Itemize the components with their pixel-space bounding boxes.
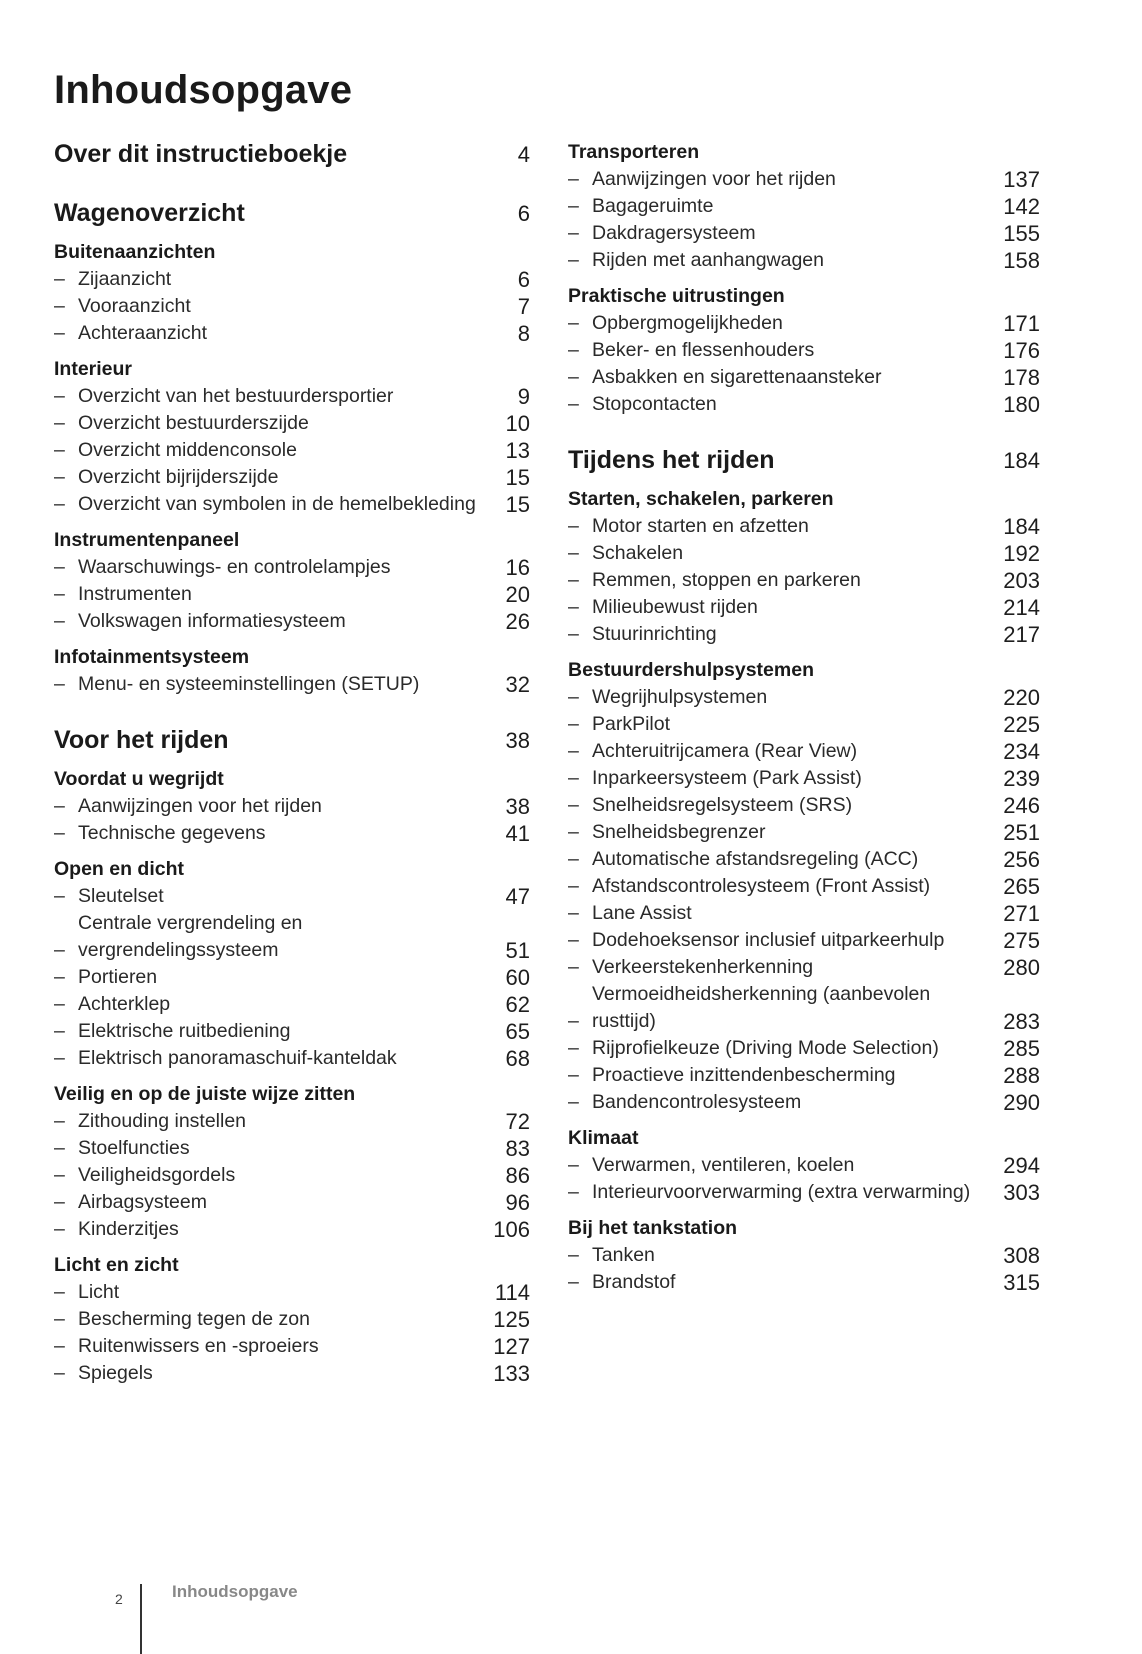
toc-entry[interactable] [568, 981, 1040, 1035]
toc-entry[interactable] [54, 1045, 530, 1072]
dash-bullet: – [54, 412, 65, 434]
toc-section-heading: Instrumentenpaneel [54, 529, 240, 551]
entry-page-number: 178 [1003, 365, 1040, 390]
chapter-page-number: 38 [505, 728, 530, 753]
entry-title: Centrale vergrendeling en vergrendelingssysteem [78, 912, 303, 961]
entry-title: Brandstof [592, 1271, 676, 1293]
dash-bullet: – [568, 312, 579, 334]
toc-entry[interactable] [54, 793, 530, 820]
entry-page-number: 192 [1003, 541, 1040, 566]
toc-entry[interactable] [54, 554, 530, 581]
entry-title: Elektrisch panoramaschuif-kanteldak [78, 1047, 397, 1069]
toc-entry[interactable] [568, 792, 1040, 819]
dash-bullet: – [568, 596, 579, 618]
entry-page-number: 65 [505, 1019, 530, 1044]
entry-page-number: 275 [1003, 928, 1040, 953]
toc-section-heading: Open en dicht [54, 858, 185, 880]
dash-bullet: – [568, 1064, 579, 1086]
toc-entry[interactable] [54, 410, 530, 437]
toc-entry[interactable] [568, 220, 1040, 247]
entry-page-number: 280 [1003, 955, 1040, 980]
dash-bullet: – [568, 1037, 579, 1059]
entry-title: Tanken [592, 1244, 655, 1266]
entry-page-number: 294 [1003, 1153, 1040, 1178]
footer-page-number: 2 [115, 1591, 123, 1607]
entry-title: Inparkeersysteem (Park Assist) [592, 767, 862, 789]
toc-entry[interactable] [568, 684, 1040, 711]
toc-entry[interactable] [568, 1242, 1040, 1269]
entry-title: Motor starten en afzetten [592, 515, 809, 537]
toc-entry[interactable] [568, 711, 1040, 738]
entry-title: Rijden met aanhangwagen [592, 249, 825, 271]
entry-title: Aanwijzingen voor het rijden [78, 795, 322, 817]
entry-page-number: 15 [505, 465, 530, 490]
entry-title: Milieubewust rijden [592, 596, 758, 618]
entry-title: Rijprofielkeuze (Driving Mode Selection) [592, 1037, 939, 1059]
entry-title: Achteraanzicht [78, 322, 207, 344]
entry-page-number: 38 [505, 794, 530, 819]
entry-title: Schakelen [592, 542, 684, 564]
entry-title: Zithouding instellen [78, 1110, 247, 1132]
toc-entry[interactable] [54, 1216, 530, 1243]
entry-page-number: 60 [505, 965, 530, 990]
entry-title: Veiligheidsgordels [78, 1164, 236, 1186]
toc-entry[interactable] [568, 765, 1040, 792]
entry-title: Vermoeidheidsherkenning (aanbevolen rusttijd) [592, 983, 931, 1032]
entry-title: Dodehoeksensor inclusief uitparkeerhulp [592, 929, 945, 951]
footer-section-label: Inhoudsopgave [172, 1582, 298, 1601]
toc-entry[interactable] [568, 846, 1040, 873]
toc-entry[interactable] [568, 193, 1040, 220]
dash-bullet: – [54, 885, 65, 907]
entry-page-number: 158 [1003, 248, 1040, 273]
toc-entry[interactable] [568, 1089, 1040, 1116]
toc-section-heading: Veilig en op de juiste wijze zitten [54, 1083, 356, 1105]
entry-page-number: 225 [1003, 712, 1040, 737]
entry-title: Automatische afstandsregeling (ACC) [592, 848, 919, 870]
toc-entry[interactable] [54, 964, 530, 991]
entry-page-number: 315 [1003, 1270, 1040, 1295]
dash-bullet: – [54, 439, 65, 461]
toc-entry[interactable] [568, 310, 1040, 337]
entry-page-number: 234 [1003, 739, 1040, 764]
toc-entry[interactable] [54, 883, 530, 910]
entry-title: Portieren [78, 966, 158, 988]
dash-bullet: – [54, 1362, 65, 1384]
dash-bullet: – [568, 956, 579, 978]
toc-entry[interactable] [54, 608, 530, 635]
entry-title: Overzicht van symbolen in de hemelbekleding [78, 493, 476, 515]
dash-bullet: – [568, 222, 579, 244]
entry-page-number: 20 [505, 582, 530, 607]
footer-divider [140, 1584, 142, 1654]
toc-entry[interactable] [54, 1279, 530, 1306]
entry-page-number: 283 [1003, 1009, 1040, 1034]
dash-bullet: – [54, 1281, 65, 1303]
entry-title: Sleutelset [78, 885, 164, 907]
entry-page-number: 15 [505, 492, 530, 517]
toc-entry[interactable] [568, 247, 1040, 274]
entry-title: Stuurinrichting [592, 623, 717, 645]
entry-title: Beker- en flessenhouders [592, 339, 815, 361]
entry-title: Stoelfuncties [78, 1137, 190, 1159]
toc-chapter[interactable] [54, 724, 530, 757]
entry-page-number: 290 [1003, 1090, 1040, 1115]
dash-bullet: – [568, 767, 579, 789]
entry-title: Ruitenwissers en -sproeiers [78, 1335, 319, 1357]
entry-title: Kinderzitjes [78, 1218, 179, 1240]
dash-bullet: – [568, 1154, 579, 1176]
dash-bullet: – [54, 1191, 65, 1213]
entry-page-number: 16 [505, 555, 530, 580]
entry-page-number: 184 [1003, 514, 1040, 539]
toc-section-heading: Buitenaanzichten [54, 241, 216, 263]
entry-title: Afstandscontrolesysteem (Front Assist) [592, 875, 931, 897]
toc-entry[interactable] [54, 671, 530, 698]
entry-page-number: 217 [1003, 622, 1040, 647]
toc-left-column [54, 138, 530, 1387]
toc-entry[interactable] [568, 1269, 1040, 1296]
entry-page-number: 86 [505, 1163, 530, 1188]
dash-bullet: – [568, 168, 579, 190]
toc-entry[interactable] [568, 391, 1040, 418]
toc-entry[interactable] [568, 567, 1040, 594]
dash-bullet: – [568, 740, 579, 762]
entry-page-number: 246 [1003, 793, 1040, 818]
toc-entry[interactable] [568, 594, 1040, 621]
chapter-title: Over dit instructieboekje [54, 140, 348, 168]
entry-page-number: 83 [505, 1136, 530, 1161]
entry-title: Menu- en systeeminstellingen (SETUP) [78, 673, 420, 695]
entry-page-number: 180 [1003, 392, 1040, 417]
entry-page-number: 106 [493, 1217, 530, 1242]
toc-entry[interactable] [54, 910, 530, 964]
toc-entry[interactable] [568, 364, 1040, 391]
dash-bullet: – [54, 1164, 65, 1186]
toc-entry[interactable] [568, 166, 1040, 193]
entry-page-number: 308 [1003, 1243, 1040, 1268]
entry-title: Achterklep [78, 993, 171, 1015]
toc-section-heading: Voordat u wegrijdt [54, 768, 224, 790]
entry-title: Waarschuwings- en controlelampjes [78, 556, 391, 578]
toc-section-heading: Infotainmentsysteem [54, 646, 250, 668]
toc-entry[interactable] [568, 738, 1040, 765]
dash-bullet: – [568, 195, 579, 217]
entry-title: Aanwijzingen voor het rijden [592, 168, 836, 190]
toc-entry[interactable] [54, 1108, 530, 1135]
toc-entry[interactable] [568, 927, 1040, 954]
entry-title: Remmen, stoppen en parkeren [592, 569, 861, 591]
entry-page-number: 47 [505, 884, 530, 909]
dash-bullet: – [568, 686, 579, 708]
toc-entry[interactable] [54, 1333, 530, 1360]
entry-page-number: 137 [1003, 167, 1040, 192]
toc-entry[interactable] [568, 1035, 1040, 1062]
entry-page-number: 288 [1003, 1063, 1040, 1088]
entry-title: Snelheidsbegrenzer [592, 821, 766, 843]
dash-bullet: – [568, 1271, 579, 1293]
dash-bullet: – [54, 1110, 65, 1132]
entry-title: Spiegels [78, 1362, 153, 1384]
chapter-page-number: 6 [517, 201, 530, 226]
entry-page-number: 9 [517, 384, 530, 409]
dash-bullet: – [54, 1335, 65, 1357]
toc-section-heading: Licht en zicht [54, 1254, 179, 1276]
dash-bullet: – [568, 339, 579, 361]
dash-bullet: – [54, 268, 65, 290]
toc-entry[interactable] [54, 266, 530, 293]
entry-page-number: 251 [1003, 820, 1040, 845]
chapter-title: Voor het rijden [54, 726, 229, 754]
toc-entry[interactable] [568, 513, 1040, 540]
toc-section-heading: Klimaat [568, 1127, 639, 1149]
toc-entry[interactable] [54, 1306, 530, 1333]
dash-bullet: – [54, 966, 65, 988]
entry-title: ParkPilot [592, 713, 671, 735]
entry-title: Overzicht van het bestuurdersportier [78, 385, 394, 407]
dash-bullet: – [568, 929, 579, 951]
page-title: Inhoudsopgave [54, 68, 353, 112]
entry-title: Interieurvoorverwarming (extra verwarming) [592, 1181, 971, 1203]
toc-entry[interactable] [54, 293, 530, 320]
entry-page-number: 176 [1003, 338, 1040, 363]
dash-bullet: – [54, 1308, 65, 1330]
entry-page-number: 239 [1003, 766, 1040, 791]
toc-entry[interactable] [54, 581, 530, 608]
dash-bullet: – [568, 1010, 579, 1032]
toc-section-heading: Interieur [54, 358, 133, 380]
entry-page-number: 62 [505, 992, 530, 1017]
dash-bullet: – [54, 939, 65, 961]
dash-bullet: – [54, 295, 65, 317]
entry-page-number: 6 [517, 267, 530, 292]
entry-page-number: 256 [1003, 847, 1040, 872]
toc-chapter[interactable] [568, 444, 1040, 477]
entry-title: Overzicht middenconsole [78, 439, 297, 461]
dash-bullet: – [54, 466, 65, 488]
entry-page-number: 7 [517, 294, 530, 319]
entry-title: Opbergmogelijkheden [592, 312, 783, 334]
toc-entry[interactable] [54, 1135, 530, 1162]
entry-page-number: 203 [1003, 568, 1040, 593]
toc-entry[interactable] [568, 621, 1040, 648]
entry-page-number: 127 [493, 1334, 530, 1359]
toc-entry[interactable] [568, 819, 1040, 846]
entry-title: Overzicht bestuurderszijde [78, 412, 309, 434]
entry-title: Licht [78, 1281, 120, 1303]
entry-title: Verkeerstekenherkenning [592, 956, 814, 978]
chapter-title: Wagenoverzicht [54, 199, 245, 227]
dash-bullet: – [568, 542, 579, 564]
chapter-page-number: 4 [517, 142, 530, 167]
entry-title: Volkswagen informatiesysteem [78, 610, 346, 632]
dash-bullet: – [54, 795, 65, 817]
entry-page-number: 265 [1003, 874, 1040, 899]
chapter-page-number: 184 [1003, 448, 1040, 473]
entry-page-number: 285 [1003, 1036, 1040, 1061]
entry-title: Achteruitrijcamera (Rear View) [592, 740, 858, 762]
toc-entry[interactable] [568, 873, 1040, 900]
toc-section-heading: Praktische uitrustingen [568, 285, 785, 307]
chapter-title: Tijdens het rijden [568, 446, 775, 474]
entry-page-number: 32 [505, 672, 530, 697]
dash-bullet: – [54, 822, 65, 844]
dash-bullet: – [54, 322, 65, 344]
entry-title: Instrumenten [78, 583, 192, 605]
dash-bullet: – [568, 848, 579, 870]
entry-title: Bandencontrolesysteem [592, 1091, 802, 1113]
entry-title: Verwarmen, ventileren, koelen [592, 1154, 855, 1176]
toc-entry[interactable] [54, 437, 530, 464]
entry-title: Zijaanzicht [78, 268, 172, 290]
entry-page-number: 114 [494, 1280, 530, 1305]
dash-bullet: – [568, 821, 579, 843]
entry-title: Overzicht bijrijderszijde [78, 466, 279, 488]
dash-bullet: – [568, 713, 579, 735]
entry-page-number: 10 [505, 411, 530, 436]
toc-entry[interactable] [568, 1179, 1040, 1206]
dash-bullet: – [568, 515, 579, 537]
toc-right-column [568, 138, 1040, 1296]
entry-page-number: 72 [505, 1109, 530, 1134]
entry-page-number: 68 [505, 1046, 530, 1071]
toc-section-heading: Bestuurdershulpsystemen [568, 659, 814, 681]
entry-page-number: 125 [493, 1307, 530, 1332]
entry-title: Snelheidsregelsysteem (SRS) [592, 794, 853, 816]
dash-bullet: – [568, 623, 579, 645]
dash-bullet: – [54, 493, 65, 515]
dash-bullet: – [568, 1091, 579, 1113]
toc-chapter[interactable] [54, 197, 530, 230]
toc-section-heading: Transporteren [568, 141, 700, 163]
toc-entry[interactable] [568, 1152, 1040, 1179]
entry-title: Proactieve inzittendenbescherming [592, 1064, 896, 1086]
toc-entry[interactable] [54, 820, 530, 847]
toc-entry[interactable] [568, 540, 1040, 567]
entry-page-number: 155 [1003, 221, 1040, 246]
dash-bullet: – [568, 569, 579, 591]
entry-page-number: 214 [1003, 595, 1040, 620]
dash-bullet: – [54, 556, 65, 578]
dash-bullet: – [568, 875, 579, 897]
entry-page-number: 96 [505, 1190, 530, 1215]
toc-entry[interactable] [54, 1018, 530, 1045]
entry-title: Bescherming tegen de zon [78, 1308, 310, 1330]
entry-title: Lane Assist [592, 902, 692, 924]
entry-page-number: 8 [517, 321, 530, 346]
entry-page-number: 220 [1003, 685, 1040, 710]
dash-bullet: – [54, 1047, 65, 1069]
entry-title: Elektrische ruitbediening [78, 1020, 291, 1042]
entry-title: Vooraanzicht [78, 295, 191, 317]
dash-bullet: – [568, 393, 579, 415]
toc-entry[interactable] [568, 337, 1040, 364]
entry-page-number: 171 [1003, 311, 1040, 336]
entry-title: Airbagsysteem [78, 1191, 207, 1213]
toc-entry[interactable] [568, 1062, 1040, 1089]
entry-title: Dakdragersysteem [592, 222, 756, 244]
entry-page-number: 51 [505, 938, 530, 963]
toc-entry[interactable] [568, 954, 1040, 981]
entry-page-number: 133 [493, 1361, 530, 1386]
entry-page-number: 303 [1003, 1180, 1040, 1205]
dash-bullet: – [568, 249, 579, 271]
dash-bullet: – [568, 902, 579, 924]
toc-entry[interactable] [54, 1162, 530, 1189]
toc-entry[interactable] [54, 320, 530, 347]
dash-bullet: – [568, 366, 579, 388]
dash-bullet: – [54, 610, 65, 632]
dash-bullet: – [54, 673, 65, 695]
entry-title: Wegrijhulpsystemen [592, 686, 768, 708]
dash-bullet: – [568, 1181, 579, 1203]
dash-bullet: – [568, 1244, 579, 1266]
entry-title: Technische gegevens [78, 822, 266, 844]
dash-bullet: – [568, 794, 579, 816]
entry-page-number: 142 [1003, 194, 1040, 219]
dash-bullet: – [54, 583, 65, 605]
entry-title: Bagageruimte [592, 195, 714, 217]
toc-entry[interactable] [54, 1360, 530, 1387]
entry-title: Asbakken en sigarettenaansteker [592, 366, 882, 388]
entry-page-number: 271 [1003, 901, 1040, 926]
toc-entry[interactable] [54, 991, 530, 1018]
toc-entry[interactable] [568, 900, 1040, 927]
dash-bullet: – [54, 385, 65, 407]
toc-section-heading: Starten, schakelen, parkeren [568, 488, 834, 510]
entry-page-number: 26 [505, 609, 530, 634]
entry-page-number: 13 [505, 438, 530, 463]
toc-entry[interactable] [54, 1189, 530, 1216]
dash-bullet: – [54, 1020, 65, 1042]
dash-bullet: – [54, 1137, 65, 1159]
toc-entry[interactable] [54, 491, 530, 518]
toc-entry[interactable] [54, 464, 530, 491]
dash-bullet: – [54, 993, 65, 1015]
entry-title: Stopcontacten [592, 393, 717, 415]
dash-bullet: – [54, 1218, 65, 1240]
toc-section-heading: Bij het tankstation [568, 1217, 738, 1239]
toc-entry[interactable] [54, 383, 530, 410]
entry-page-number: 41 [505, 821, 530, 846]
toc-chapter[interactable] [54, 138, 530, 171]
